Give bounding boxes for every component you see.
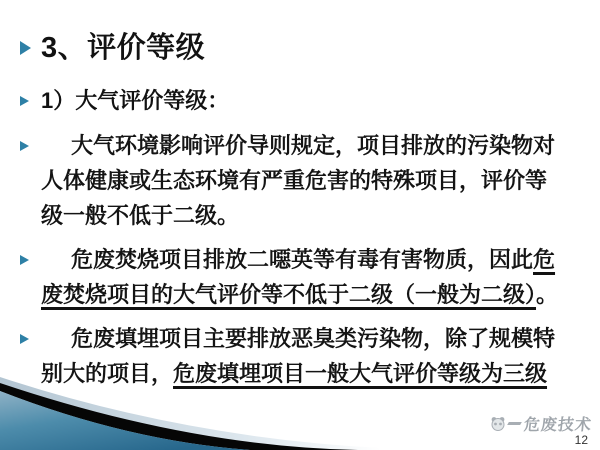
triangle-right-icon bbox=[20, 96, 29, 106]
watermark-logo bbox=[490, 412, 592, 435]
page-number: 12 bbox=[574, 433, 588, 447]
watermark-text: 危废技术 bbox=[522, 417, 593, 434]
bullet-paragraph-1 bbox=[20, 128, 570, 233]
bullet-paragraph-3 bbox=[20, 321, 570, 391]
watermark-swoosh bbox=[507, 422, 522, 425]
triangle-right-icon bbox=[20, 255, 29, 265]
paragraph-segment: 危废填埋项目主要排放恶臭类污染物，除了规模特别大的项目， bbox=[41, 326, 556, 386]
bullet-paragraph-2 bbox=[20, 242, 570, 312]
paragraph-text bbox=[41, 128, 561, 233]
subtitle-block bbox=[20, 86, 570, 116]
underlined-segment: 危废焚烧项目的大气评价等不低于二级（一般为二级） bbox=[41, 247, 556, 307]
panda-logo-icon bbox=[490, 416, 506, 431]
paragraph-text bbox=[41, 321, 561, 391]
paragraph-text bbox=[41, 242, 561, 312]
paragraph-segment: 大气环境影响评价导则规定，项目排放的污染物对人体健康或生态环境有严重危害的特殊项目，评价等级一般不低于二级。 bbox=[41, 133, 556, 228]
slide-content bbox=[20, 28, 570, 400]
page-title: 3、评价等级 bbox=[41, 32, 206, 64]
underlined-segment: 危废填埋项目一般大气评价等级为三级 bbox=[173, 361, 548, 386]
title-block bbox=[20, 28, 570, 68]
paragraph-segment: 。 bbox=[536, 282, 559, 307]
triangle-right-icon bbox=[20, 334, 29, 344]
triangle-right-icon bbox=[20, 141, 29, 151]
section-subtitle: 1）大气评价等级： bbox=[41, 88, 230, 113]
paragraph-segment: 危废焚烧项目排放二噁英等有毒有害物质，因此 bbox=[71, 247, 534, 272]
triangle-right-icon bbox=[20, 41, 31, 55]
